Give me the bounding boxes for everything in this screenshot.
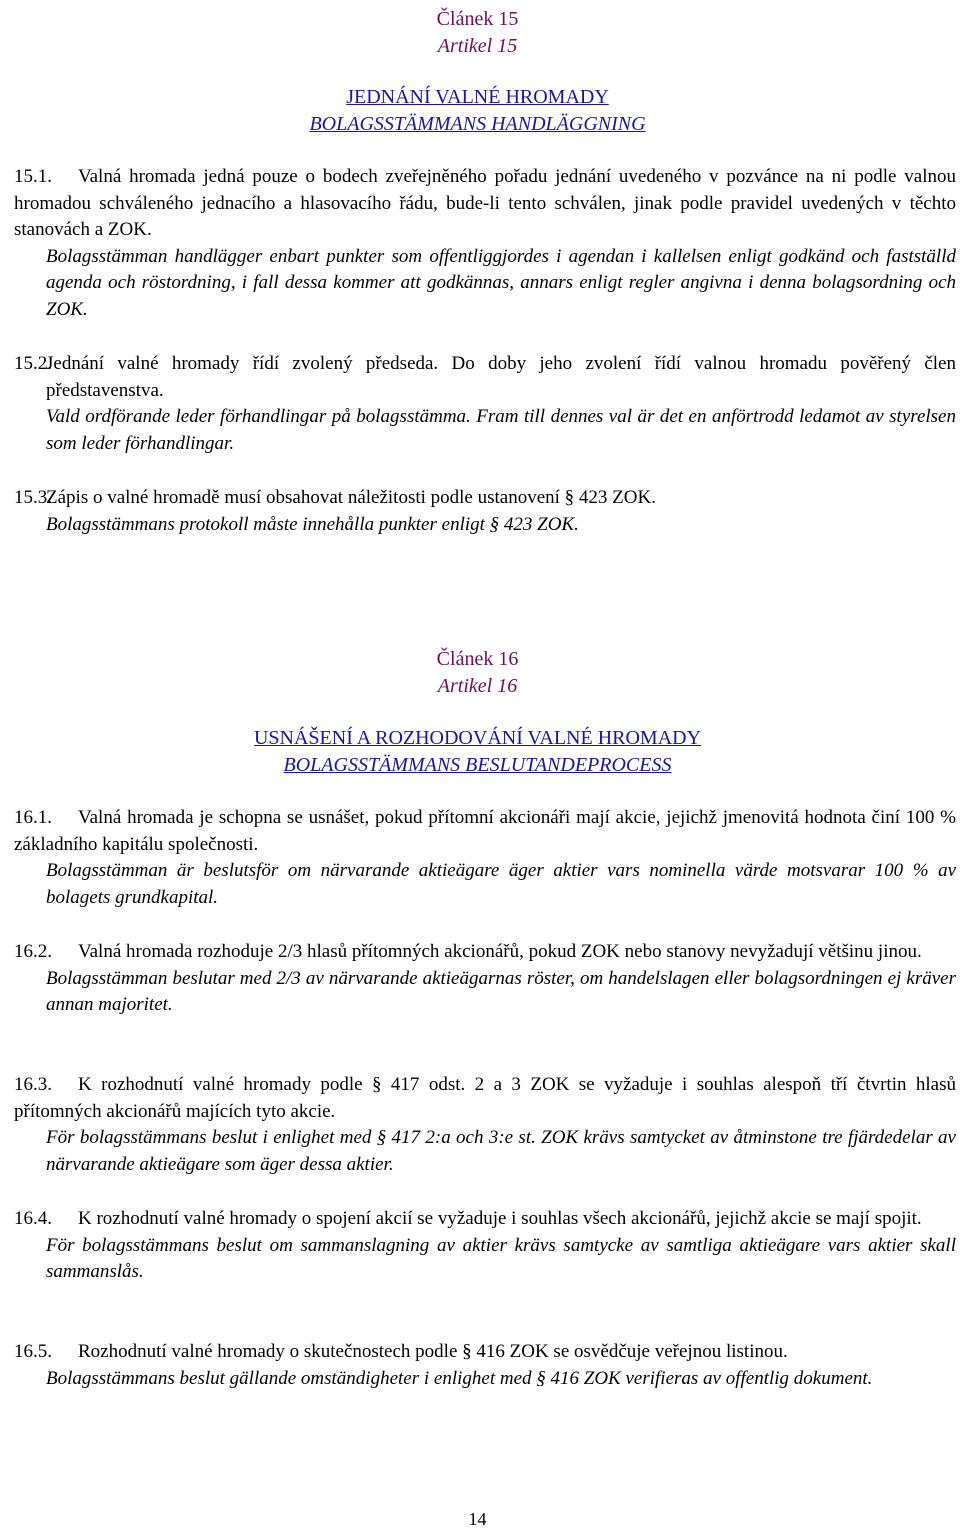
article-16-label-sv: Artikel 16 xyxy=(437,675,518,697)
paragraph-text-cz: Valná hromada rozhoduje 2/3 hlasů přítomných akcionářů, pokud ZOK nebo stanovy nevyžadují většinu jinou. xyxy=(78,941,922,962)
article-16-heading xyxy=(0,646,955,700)
paragraph-text-cz: Rozhodnutí valné hromady o skutečnostech podle § 416 ZOK se osvědčuje veřejnou listinou. xyxy=(78,1341,788,1362)
paragraph-text-sv: Bolagsstämmans beslut gällande omständigheter i enlighet med § 416 ZOK verifieras av offentlig dokument. xyxy=(46,1367,873,1389)
article-15-heading xyxy=(0,6,955,60)
paragraph-number: 15.3. xyxy=(14,487,52,508)
paragraph-text-cz: Zápis o valné hromadě musí obsahovat náležitosti podle ustanovení § 423 ZOK. xyxy=(46,487,656,508)
paragraph-text-cz: Jednání valné hromady řídí zvolený předseda. Do doby jeho zvolení řídí valnou hromadu pověřený člen představenstva. xyxy=(46,353,956,401)
paragraph-16-3 xyxy=(14,1072,956,1178)
paragraph-text-sv: För bolagsstämmans beslut i enlighet med § 417 2:a och 3:e st. ZOK krävs samtycket av åtminstone tre fjärdedelar av närvarande aktieägare som äger dessa aktier. xyxy=(46,1127,956,1175)
paragraph-text-sv: Vald ordförande leder förhandlingar på bolagsstämma. Fram till dennes val är det en anförtrodd ledamot av styrelsen som leder förhandlingar. xyxy=(46,406,956,454)
paragraph-text-sv: Bolagsstämmans protokoll måste innehålla punkter enligt § 423 ZOK. xyxy=(46,513,579,535)
paragraph-number: 16.4. xyxy=(14,1208,52,1229)
paragraph-15-2 xyxy=(14,351,956,457)
paragraph-text-cz: K rozhodnutí valné hromady o spojení akcií se vyžaduje i souhlas všech akcionářů, jejichž akcie se mají spojit. xyxy=(78,1208,922,1229)
page-number: 14 xyxy=(468,1509,487,1529)
paragraph-text-sv: Bolagsstämman beslutar med 2/3 av närvarande aktieägarnas röster, om handelslagen eller bolagsordningen ej kräver annan majoritet. xyxy=(46,967,956,1016)
paragraph-text-cz: Valná hromada je schopna se usnášet, pokud přítomní akcionáři mají akcie, jejichž jmenovitá hodnota činí 100 % základního kapitálu společnosti. xyxy=(14,807,956,855)
article-16-label-cz: Článek 16 xyxy=(436,648,519,670)
article-16-title-sv: BOLAGSSTÄMMANS BESLUTANDEPROCESS xyxy=(283,754,672,776)
paragraph-16-5 xyxy=(14,1339,956,1392)
article-15-title-cz: JEDNÁNÍ VALNÉ HROMADY xyxy=(346,86,609,108)
paragraph-text-sv: Bolagsstämman är beslutsför om närvarande aktieägare äger aktier vars nominella värde motsvarar 100 % av bolagets grundkapital. xyxy=(46,860,956,908)
paragraph-number: 15.1. xyxy=(14,166,52,187)
paragraph-number: 16.3. xyxy=(14,1074,52,1095)
paragraph-number: 16.2. xyxy=(14,941,52,962)
paragraph-16-1 xyxy=(14,805,956,911)
article-15-label-cz: Článek 15 xyxy=(436,8,519,30)
paragraph-16-4 xyxy=(14,1206,956,1286)
article-16-title-cz: USNÁŠENÍ A ROZHODOVÁNÍ VALNÉ HROMADY xyxy=(253,727,702,749)
paragraph-15-1 xyxy=(14,164,956,324)
paragraph-text-sv: Bolagsstämman handlägger enbart punkter som offentliggjordes i agendan i kallelsen enligt godkänd och fastställd agenda och röstordning, i fall dessa kommer att godkännas, annars enligt regler angivna i denna bolagsordning och ZOK. xyxy=(46,245,956,320)
paragraph-15-3 xyxy=(14,485,956,538)
paragraph-text-sv: För bolagsstämmans beslut om sammanslagning av aktier krävs samtycke av samtliga aktieägare vars aktier skall sammanslås. xyxy=(46,1234,956,1283)
paragraph-number: 16.5. xyxy=(14,1341,52,1362)
paragraph-number: 16.1. xyxy=(14,807,52,828)
paragraph-number: 15.2. xyxy=(14,353,52,374)
paragraph-16-2 xyxy=(14,939,956,1019)
paragraph-text-cz: K rozhodnutí valné hromady podle § 417 odst. 2 a 3 ZOK se vyžaduje i souhlas alespoň tří čtvrtin hlasů přítomných akcionářů majících tyto akcie. xyxy=(14,1074,956,1122)
article-16-title xyxy=(0,725,955,779)
paragraph-text-cz: Valná hromada jedná pouze o bodech zveřejněného pořadu jednání uvedeného v pozvánce na ni podle valnou hromadou schváleného jednacího a hlasovacího řádu, bude-li tento schválen, jinak podle pravidel uvedených v těchto stanovách a ZOK. xyxy=(14,166,956,241)
article-15-title xyxy=(0,84,955,138)
article-15-label-sv: Artikel 15 xyxy=(437,35,518,57)
article-15-title-sv: BOLAGSSTÄMMANS HANDLÄGGNING xyxy=(309,113,646,135)
